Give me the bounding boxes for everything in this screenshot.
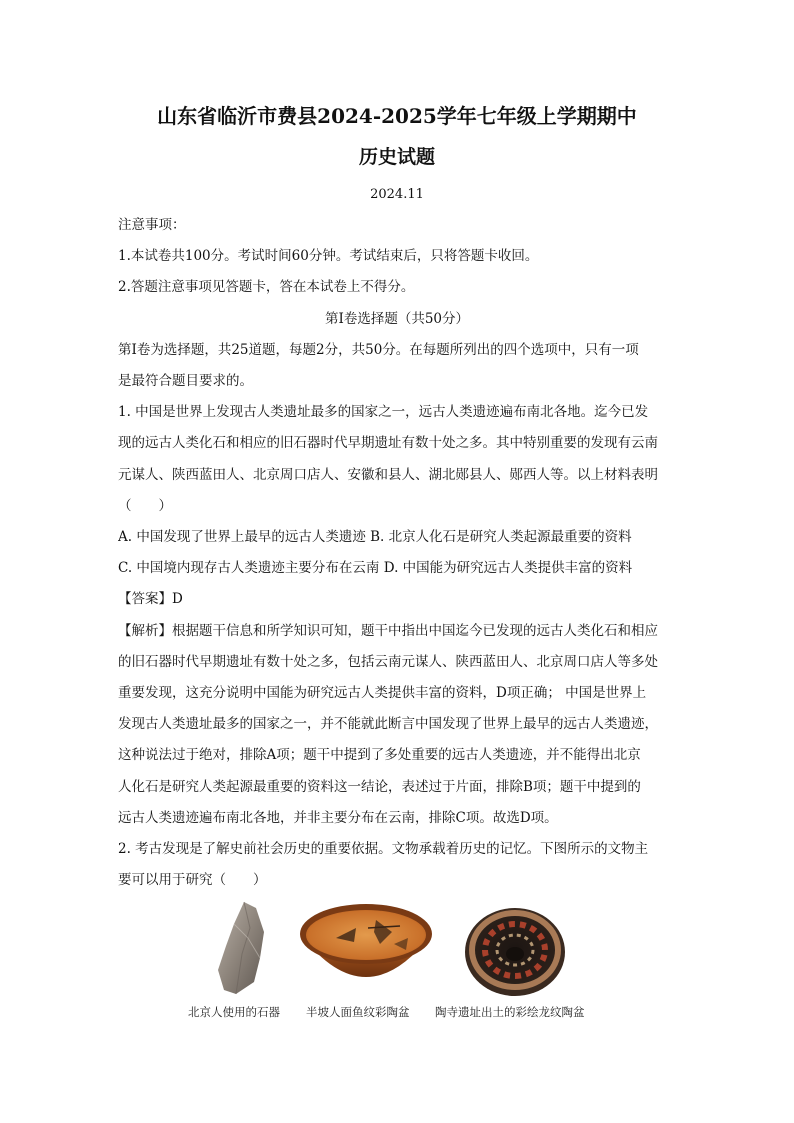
taosi-basin-image bbox=[462, 898, 568, 998]
notice-item: 2.答题注意事项见答题卡，答在本试卷上不得分。 bbox=[118, 279, 415, 296]
stone-tool-image bbox=[214, 898, 270, 998]
question-1-analysis: 重要发现，这充分说明中国能为研究远古人类提供丰富的资料，D项正确； 中国是世界上 bbox=[118, 685, 647, 702]
question-1-option: C. 中国境内现存古人类遗迹主要分布在云南 D. 中国能为研究远古人类提供丰富的资料 bbox=[118, 560, 633, 577]
question-1-stem: 1. 中国是世界上发现古人类遗址最多的国家之一，远古人类遗迹遍布南北各地。迄今已发 bbox=[118, 404, 649, 421]
exam-subtitle: 历史试题 bbox=[358, 146, 435, 168]
caption-stone-tool: 北京人使用的石器 bbox=[188, 1005, 280, 1019]
question-2-stem: 2. 考古发现是了解史前社会历史的重要依据。文物承载着历史的记忆。下图所示的文物主 bbox=[118, 841, 649, 858]
question-1-analysis: 发现古人类遗址最多的国家之一，并不能就此断言中国发现了世界上最早的远古人类遗迹， bbox=[118, 716, 658, 733]
notice-heading: 注意事项： bbox=[118, 217, 186, 233]
question-1-stem: 元谋人、陕西蓝田人、北京周口店人、安徽和县人、湖北郧县人、郧西人等。以上材料表明 bbox=[118, 466, 658, 483]
section-heading: 第Ⅰ卷选择题（共50分） bbox=[324, 310, 469, 327]
section-description: 是最符合题目要求的。 bbox=[118, 373, 253, 390]
question-1-analysis: 的旧石器时代早期遗址有数十处之多，包括云南元谋人、陕西蓝田人、北京周口店人等多处 bbox=[118, 653, 658, 670]
artifact-figures bbox=[180, 898, 620, 1028]
banpo-basin-image bbox=[296, 898, 436, 998]
question-1-analysis: 人化石是研究人类起源最重要的资料这一结论，表述过于片面，排除B项；题干中提到的 bbox=[118, 778, 641, 795]
question-1-stem: （ ） bbox=[118, 497, 172, 514]
question-2-stem: 要可以用于研究（ ） bbox=[118, 872, 267, 889]
question-1-analysis: 这种说法过于绝对，排除A项；题干中提到了多处重要的远古人类遗迹，并不能得出北京 bbox=[118, 747, 641, 764]
notice-item: 1.本试卷共100分。考试时间60分钟。考试结束后，只将答题卡收回。 bbox=[118, 248, 539, 265]
question-1-stem: 现的远古人类化石和相应的旧石器时代早期遗址有数十处之多。其中特别重要的发现有云南 bbox=[118, 435, 658, 452]
exam-date: 2024.11 bbox=[370, 187, 424, 202]
caption-taosi-basin: 陶寺遗址出土的彩绘龙纹陶盆 bbox=[435, 1005, 585, 1019]
exam-title: 山东省临沂市费县2024-2025学年七年级上学期期中 bbox=[157, 104, 637, 128]
question-1-analysis: 远古人类遗迹遍布南北各地，并非主要分布在云南，排除C项。故选D项。 bbox=[118, 809, 558, 826]
caption-banpo-basin: 半坡人面鱼纹彩陶盆 bbox=[306, 1005, 410, 1019]
section-description: 第Ⅰ卷为选择题，共25道题，每题2分，共50分。在每题所列出的四个选项中，只有一项 bbox=[118, 341, 639, 358]
question-1-analysis: 【解析】根据题干信息和所学知识可知，题干中指出中国迄今已发现的远古人类化石和相应 bbox=[118, 622, 658, 639]
question-1-option: A. 中国发现了世界上最早的远古人类遗迹 B. 北京人化石是研究人类起源最重要的资料 bbox=[118, 529, 632, 546]
question-1-answer: 【答案】D bbox=[118, 591, 183, 608]
